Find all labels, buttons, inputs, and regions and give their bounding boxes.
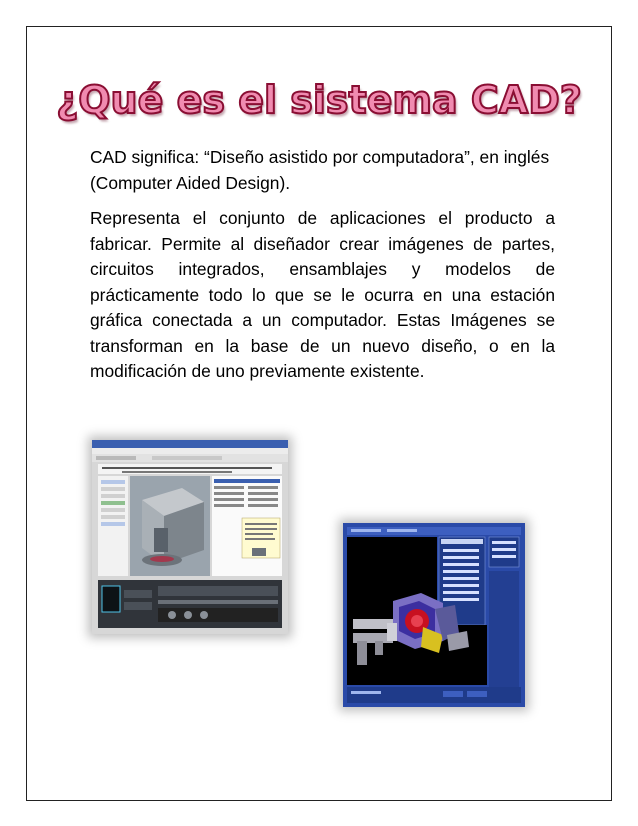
cad-3d-model-screenshot (343, 523, 525, 707)
definition-paragraph: CAD significa: “Diseño asistido por computadora”, en inglés (Computer Aided Design). (90, 147, 550, 193)
cad-software-screenshot (92, 440, 288, 634)
cad-software-screenshot-icon (92, 440, 288, 634)
page-title: ¿Qué es el sistema CAD? (56, 78, 582, 122)
cad-3d-model-screenshot-icon (343, 523, 525, 707)
description-paragraph: Representa el conjunto de aplicaciones el producto a fabricar. Permite al diseñador crear imágenes de partes, circuitos integrados, ensamblajes y modelos de prácticamente todo lo que se le ocurra en una estación gráfica conectada a un computador. Estas Imágenes se transforman en la base de un nuevo diseño, o en la modificación de uno previamente existente. (90, 208, 555, 381)
